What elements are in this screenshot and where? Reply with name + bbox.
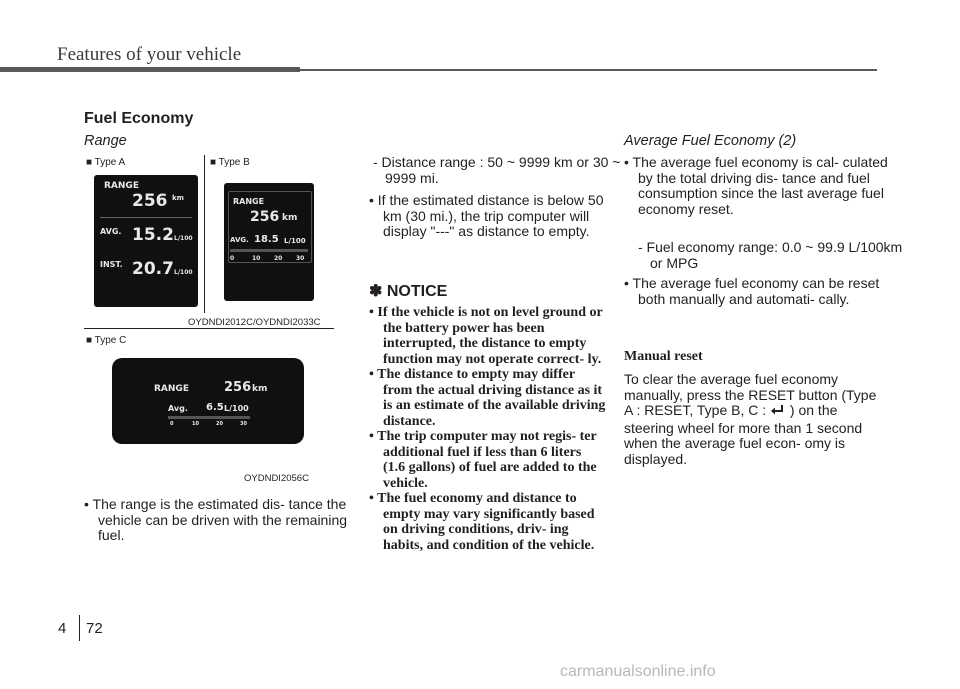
screen-a-divider bbox=[100, 217, 192, 218]
screen-a-avg-value: 15.2 bbox=[132, 225, 174, 245]
figure-divider-vertical bbox=[204, 155, 205, 313]
return-arrow-icon bbox=[770, 404, 786, 421]
header-rule-thick bbox=[0, 67, 300, 72]
screen-c-scale-30: 30 bbox=[240, 421, 247, 427]
manual-reset-text-1: To clear the average fuel economy manually, press the RESET button (Type A : RESET, Type B, C : bbox=[624, 371, 877, 418]
chapter-number: 4 bbox=[58, 620, 67, 637]
screen-a-range-unit: km bbox=[172, 194, 184, 202]
screen-b-avg-value: 18.5 bbox=[254, 234, 279, 245]
screen-b-range-value: 256 bbox=[250, 209, 280, 225]
figure-code-c: OYDNDI2056C bbox=[244, 473, 309, 484]
screen-b-scale-20: 20 bbox=[274, 255, 283, 262]
screen-a-inst-unit: L/100 bbox=[174, 269, 193, 276]
notice-item: • The distance to empty may differ from the actual driving distance as it is an estimate of the available driving distance. bbox=[369, 367, 606, 429]
type-a-label: ■ Type A bbox=[86, 157, 126, 168]
range-bullet-2-text: If the estimated distance is below 50 km (30 mi.), the trip computer will display "---" as distance to empty. bbox=[377, 192, 604, 239]
range-bullet-1-text: The range is the estimated dis- tance the vehicle can be driven with the remaining fuel. bbox=[92, 496, 348, 543]
avg-fuel-bullet-1: • The average fuel economy is cal- culated by the total driving dis- tance and fuel consumption since the last average fuel economy reset. bbox=[624, 154, 888, 217]
manual-reset-heading: Manual reset bbox=[624, 349, 703, 364]
figure-code-ab: OYDNDI2012C/OYDNDI2033C bbox=[188, 317, 321, 328]
running-header: Features of your vehicle bbox=[57, 44, 242, 65]
screen-c-range-value: 256 bbox=[224, 380, 252, 395]
notice-item: • The fuel economy and distance to empty may vary significantly based on driving conditions, driv- ing habits, and condition of the vehicle. bbox=[369, 491, 595, 553]
screen-b-avg-label: AVG. bbox=[230, 236, 249, 244]
screen-b-range-unit: km bbox=[282, 213, 298, 223]
manual-reset-text-2: ) on the steering wheel for more than 1 second when the average fuel econ- omy is displayed. bbox=[624, 402, 863, 467]
screen-type-a bbox=[94, 175, 198, 307]
screen-type-c bbox=[112, 358, 304, 444]
screen-c-scale-10: 10 bbox=[192, 421, 199, 427]
avg-fuel-heading: Average Fuel Economy (2) bbox=[624, 133, 797, 149]
screen-b-scale-10: 10 bbox=[252, 255, 261, 262]
page-number-divider bbox=[79, 615, 80, 641]
range-bullet-1: • The range is the estimated dis- tance the vehicle can be driven with the remaining fuel. bbox=[84, 496, 348, 543]
avg-fuel-dash-1: - Fuel economy range: 0.0 ~ 99.9 L/100km or MPG bbox=[638, 239, 903, 271]
manual-reset-text bbox=[624, 372, 879, 467]
screen-c-avg-unit: L/100 bbox=[224, 404, 249, 413]
header-rule-thin bbox=[300, 69, 877, 71]
screen-c-avg-label: Avg. bbox=[168, 404, 188, 413]
avg-fuel-bullet-1-text: The average fuel economy is cal- culated by the total driving dis- tance and fuel consumption since the last average fuel economy reset. bbox=[632, 154, 888, 217]
screen-a-range-value: 256 bbox=[132, 191, 168, 211]
cluster-figure bbox=[84, 155, 334, 485]
screen-type-b bbox=[224, 183, 314, 301]
screen-a-range-label: RANGE bbox=[104, 181, 139, 191]
screen-b-scale-30: 30 bbox=[296, 255, 305, 262]
avg-fuel-bullet-2-text: The average fuel economy can be reset both manually and automati- cally. bbox=[632, 275, 880, 307]
screen-a-avg-label: AVG. bbox=[100, 227, 122, 236]
screen-c-range-label: RANGE bbox=[154, 384, 189, 394]
screen-c-bar bbox=[168, 416, 250, 419]
range-bullet-2: • If the estimated distance is below 50 km (30 mi.), the trip computer will display "---" as distance to empty. bbox=[369, 192, 604, 239]
watermark: carmanualsonline.info bbox=[560, 663, 716, 680]
page-number: 72 bbox=[86, 620, 103, 637]
screen-b-scale-0: 0 bbox=[230, 255, 235, 262]
type-b-label: ■ Type B bbox=[210, 157, 250, 168]
notice-list bbox=[369, 305, 606, 553]
screen-a-inst-value: 20.7 bbox=[132, 259, 174, 279]
screen-a-avg-unit: L/100 bbox=[174, 235, 193, 242]
screen-a-inst-label: INST. bbox=[100, 260, 123, 269]
screen-b-avg-unit: L/100 bbox=[284, 237, 306, 245]
screen-c-avg-value: 6.5 bbox=[206, 402, 224, 413]
type-c-label: ■ Type C bbox=[86, 335, 127, 346]
screen-b-bar bbox=[230, 249, 308, 252]
notice-item: • If the vehicle is not on level ground or the battery power has been interrupted, the distance to empty function may not operate correct- ly. bbox=[369, 305, 603, 367]
section-title: Fuel Economy bbox=[84, 110, 194, 127]
figure-divider-horizontal bbox=[84, 328, 334, 329]
range-heading: Range bbox=[84, 133, 127, 149]
screen-c-scale-0: 0 bbox=[170, 421, 174, 427]
screen-b-range-label: RANGE bbox=[233, 197, 265, 206]
range-dash-1: - Distance range : 50 ~ 9999 km or 30 ~ 9999 mi. bbox=[373, 154, 621, 186]
screen-c-scale-20: 20 bbox=[216, 421, 223, 427]
avg-fuel-bullet-2: • The average fuel economy can be reset both manually and automati- cally. bbox=[624, 275, 880, 307]
notice-title: ✽ NOTICE bbox=[369, 283, 448, 300]
screen-c-range-unit: km bbox=[252, 384, 268, 394]
notice-item: • The trip computer may not regis- ter additional fuel if less than 6 liters (1.6 gallons) of fuel are added to the vehicle. bbox=[369, 429, 597, 491]
